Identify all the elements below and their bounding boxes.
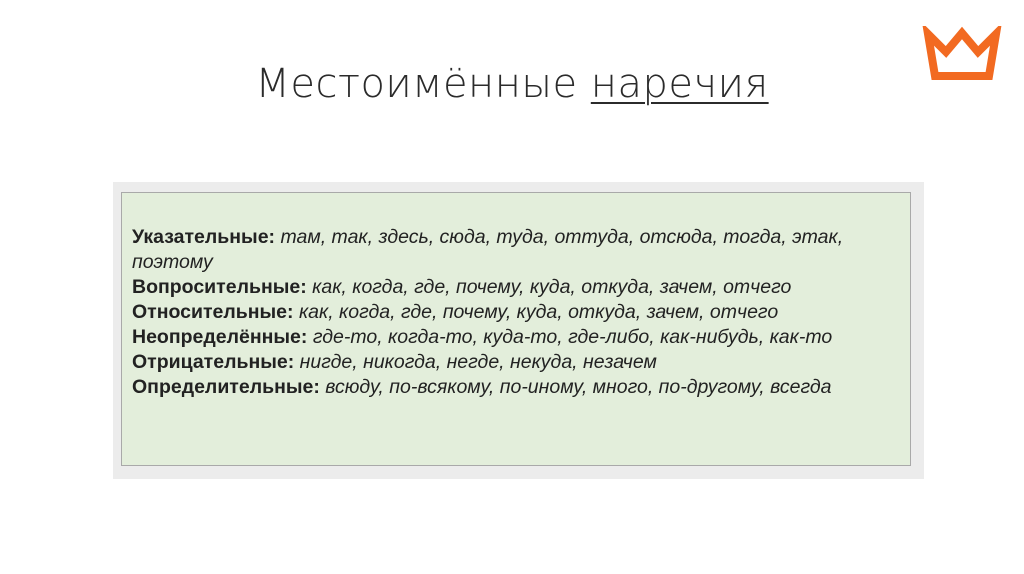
row-label: Указательные: [132, 226, 276, 248]
row-items: как, когда, где, почему, куда, откуда, зачем, отчего [312, 276, 792, 298]
adverb-types-card [121, 192, 911, 466]
row-label: Определительные: [132, 376, 320, 398]
row-label: Отрицательные: [132, 351, 295, 373]
row-items: там, так, здесь, сюда, туда, оттуда, отсюда, тогда, этак, поэтому [132, 226, 844, 273]
title-part-1: Местоимённые [255, 61, 578, 107]
title-part-2-underlined: наречия [590, 61, 769, 107]
row-items: нигде, никогда, негде, некуда, незачем [299, 351, 657, 373]
row-interrogative [132, 275, 900, 300]
row-relative [132, 300, 900, 325]
row-label: Относительные: [132, 301, 294, 323]
row-negative [132, 350, 900, 375]
slide-title [0, 58, 1024, 110]
row-indefinite [132, 325, 900, 350]
row-label: Неопределённые: [132, 326, 308, 348]
row-items: где-то, когда-то, куда-то, где-либо, как-нибудь, как-то [312, 326, 833, 348]
row-definitive [132, 375, 900, 400]
row-demonstrative [132, 225, 900, 275]
crown-icon [922, 26, 1002, 84]
row-label: Вопросительные: [132, 276, 307, 298]
row-items: как, когда, где, почему, куда, откуда, зачем, отчего [298, 301, 779, 323]
row-items: всюду, по-всякому, по-иному, много, по-другому, всегда [325, 376, 832, 398]
